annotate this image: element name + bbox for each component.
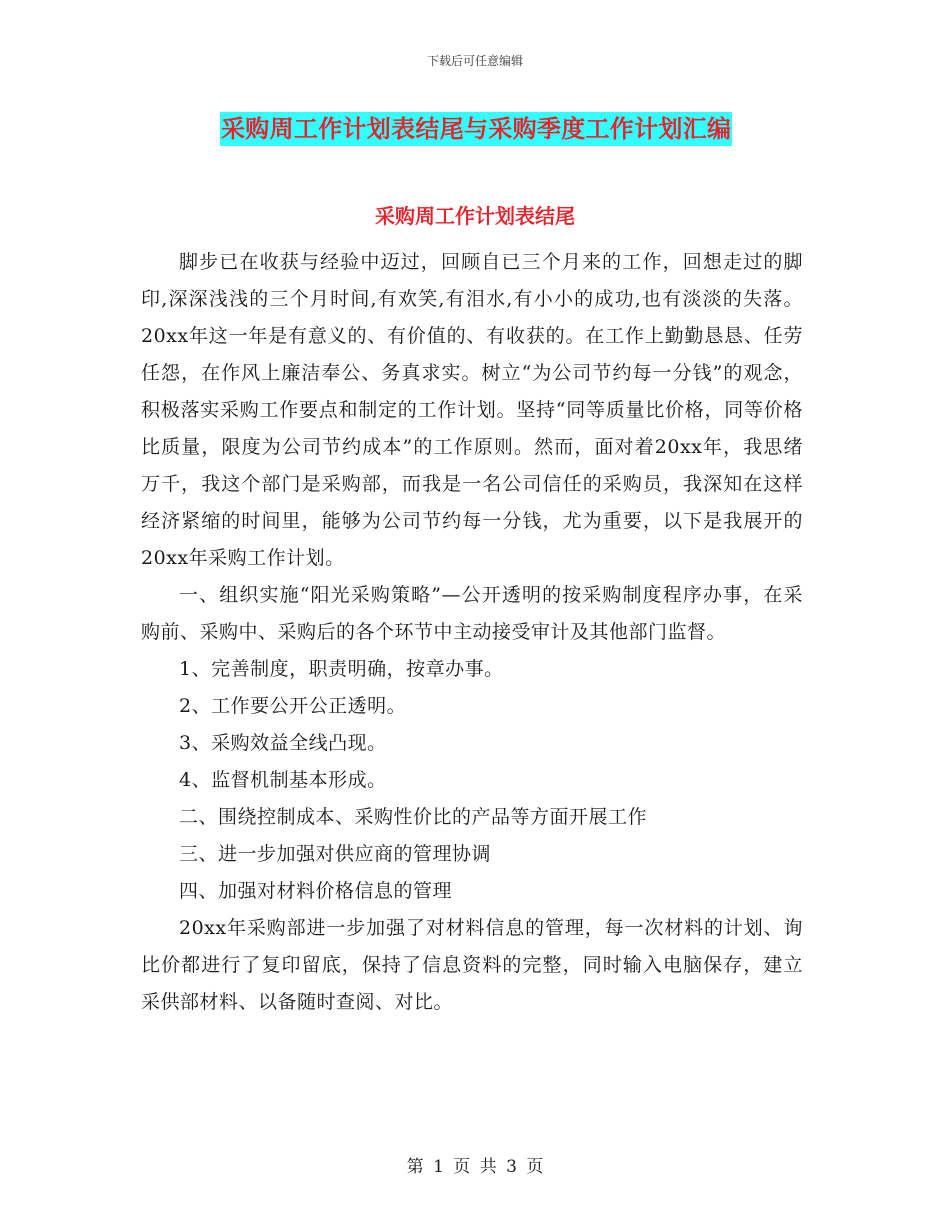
header-note: 下载后可任意编辑 xyxy=(426,54,523,68)
paragraph: 20xx年采购部进一步加强了对材料信息的管理，每一次材料的计划、询比价都进行了复印留底，保持了信息资料的完整，同时输入电脑保存，建立采供部材料、以备随时查阅、对比。 xyxy=(141,917,803,1013)
list-item: 1、完善制度，职责明确，按章办事。 xyxy=(179,658,504,680)
body-text xyxy=(141,244,803,1021)
paragraph: 一、组织实施“阳光采购策略”—公开透明的按采购制度程序办事，在采购前、采购中、采购后的各个环节中主动接受审计及其他部门监督。 xyxy=(141,584,803,643)
paragraph: 三、进一步加强对供应商的管理协调 xyxy=(179,843,492,865)
page-footer: 第 1 页 共 3 页 xyxy=(406,1157,544,1177)
paragraph: 脚步已在收获与经验中迈过，回顾自已三个月来的工作，回想走过的脚印,深深浅浅的三个月时间,有欢笑,有泪水,有小小的成功,也有淡淡的失落。20xx年这一年是有意义的、有价值的、有收获的。在工作上勤勤恳恳、任劳任怨，在作风上廉洁奉公、务真求实。树立“为公司节约每一分钱”的观念，积极落实采购工作要点和制定的工作计划。坚持“同等质量比价格，同等价格比质量，限度为公司节约成本”的工作原则。然而，面对着20xx年，我思绪万千，我这个部门是采购部，而我是一名公司信任的采购员，我深知在这样经济紧缩的时间里，能够为公司节约每一分钱，尤为重要，以下是我展开的20xx年采购工作计划。 xyxy=(141,251,803,569)
paragraph: 二、围绕控制成本、采购性价比的产品等方面开展工作 xyxy=(179,806,648,828)
list-item: 2、工作要公开公正透明。 xyxy=(179,695,407,717)
paragraph: 四、加强对材料价格信息的管理 xyxy=(179,880,453,902)
document-title: 采购周工作计划表结尾与采购季度工作计划汇编 xyxy=(220,112,732,146)
section-title: 采购周工作计划表结尾 xyxy=(375,204,575,228)
list-item: 4、监督机制基本形成。 xyxy=(179,769,387,791)
list-item: 3、采购效益全线凸现。 xyxy=(179,732,387,754)
